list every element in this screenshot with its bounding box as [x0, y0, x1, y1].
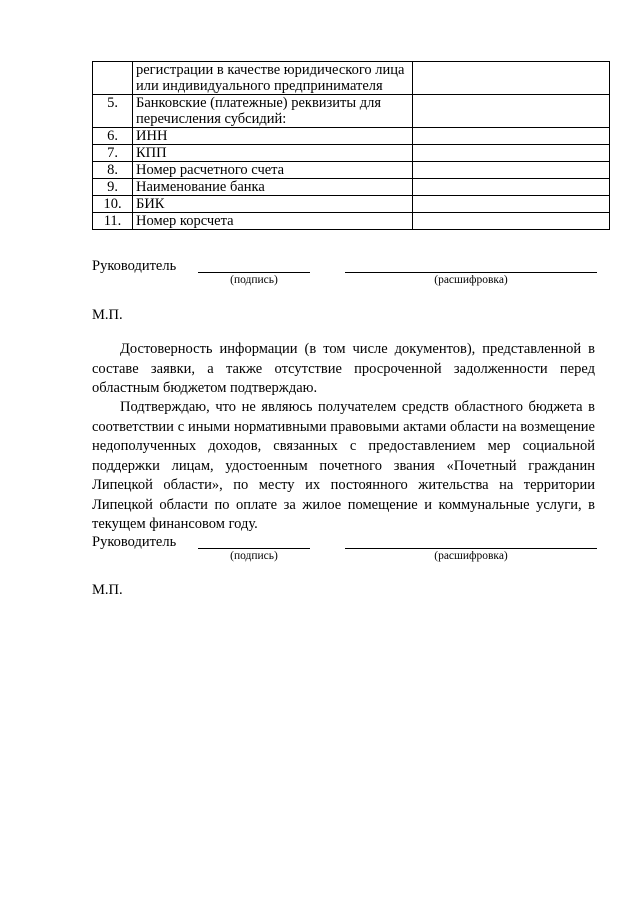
row-label: ИНН	[133, 128, 413, 145]
stamp-placeholder: М.П.	[92, 307, 123, 323]
table-row	[93, 162, 610, 179]
row-label: БИК	[133, 196, 413, 213]
signatory-label: Руководитель	[92, 534, 177, 550]
row-value[interactable]	[413, 196, 610, 213]
row-value[interactable]	[413, 213, 610, 230]
signature-block	[92, 258, 610, 288]
row-label: регистрации в качестве юридического лица или индивидуального предпринимателя	[133, 62, 413, 95]
row-number: 11.	[93, 213, 133, 230]
table-row	[93, 213, 610, 230]
table-row	[93, 179, 610, 196]
row-number: 7.	[93, 145, 133, 162]
table-row	[93, 62, 610, 95]
requisites-table	[92, 61, 610, 230]
row-value[interactable]	[413, 62, 610, 95]
row-number: 9.	[93, 179, 133, 196]
signature-line[interactable]	[198, 548, 310, 549]
decryption-caption: (расшифровка)	[434, 274, 508, 286]
declaration-paragraph: Подтверждаю, что не являюсь получателем средств областного бюджета в соответствии с иными нормативными правовыми актами области на возмещение недополученных доходов, связанных с предоставлением мер социальной поддержки лицам, удостоенным почетного звания «Почетный гражданин Липецкой области», по месту их постоянного жительства на территории Липецкой области по оплате за жилое помещение и коммунальные услуги, в текущем финансовом году.	[92, 399, 595, 532]
row-value[interactable]	[413, 179, 610, 196]
row-label: КПП	[133, 145, 413, 162]
row-value[interactable]	[413, 162, 610, 179]
row-label: Банковские (платежные) реквизиты для перечисления субсидий:	[133, 95, 413, 128]
signature-block	[92, 534, 610, 564]
table-row	[93, 145, 610, 162]
row-value[interactable]	[413, 145, 610, 162]
row-number: 6.	[93, 128, 133, 145]
signature-caption: (подпись)	[230, 550, 278, 562]
table-row	[93, 128, 610, 145]
decryption-line[interactable]	[345, 272, 597, 273]
row-value[interactable]	[413, 128, 610, 145]
stamp-placeholder: М.П.	[92, 582, 123, 598]
row-number	[93, 62, 133, 95]
decryption-caption: (расшифровка)	[434, 550, 508, 562]
table-row	[93, 95, 610, 128]
row-value[interactable]	[413, 95, 610, 128]
row-number: 10.	[93, 196, 133, 213]
table-row	[93, 196, 610, 213]
row-label: Наименование банка	[133, 179, 413, 196]
row-number: 5.	[93, 95, 133, 128]
row-number: 8.	[93, 162, 133, 179]
signature-line[interactable]	[198, 272, 310, 273]
row-label: Номер корсчета	[133, 213, 413, 230]
signatory-label: Руководитель	[92, 258, 177, 274]
confirmation-paragraph: Достоверность информации (в том числе документов), представленной в составе заявки, а также отсутствие просроченной задолженности перед областным бюджетом подтверждаю.	[92, 341, 595, 396]
decryption-line[interactable]	[345, 548, 597, 549]
signature-caption: (подпись)	[230, 274, 278, 286]
row-label: Номер расчетного счета	[133, 162, 413, 179]
